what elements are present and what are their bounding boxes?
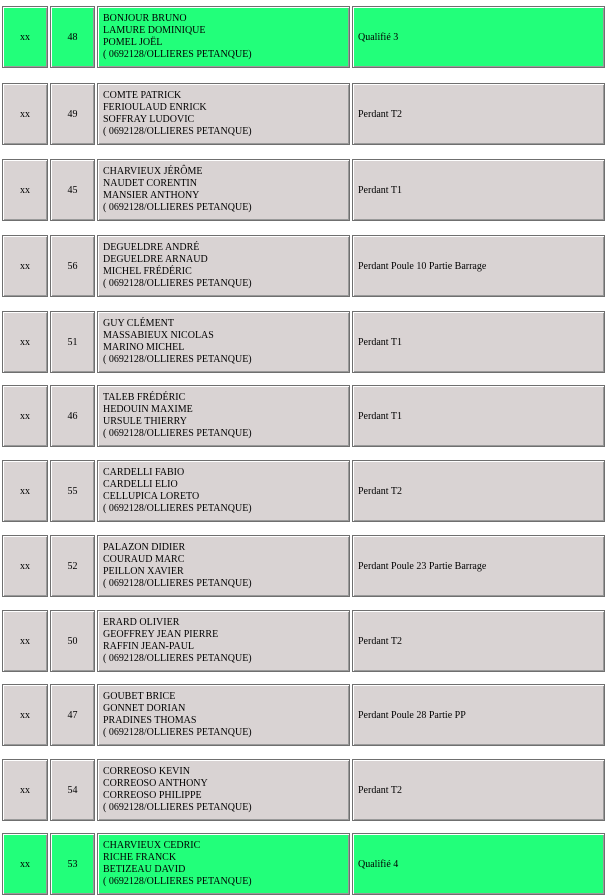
team-players-cell bbox=[97, 833, 350, 895]
result-cell: Perdant Poule 23 Partie Barrage bbox=[352, 535, 605, 597]
team-number-cell: 51 bbox=[50, 311, 95, 373]
player-name: POMEL JOËL bbox=[103, 37, 163, 48]
player-name: RAFFIN JEAN-PAUL bbox=[103, 641, 195, 652]
team-players-cell bbox=[97, 610, 350, 672]
team-row bbox=[2, 759, 605, 821]
row-label-cell: xx bbox=[2, 460, 48, 522]
team-row bbox=[2, 235, 605, 297]
club-info: ( 0692128/OLLIERES PETANQUE) bbox=[103, 278, 252, 289]
player-name: CORREOSO ANTHONY bbox=[103, 778, 208, 789]
team-players-cell bbox=[97, 385, 350, 447]
row-label-cell: xx bbox=[2, 759, 48, 821]
player-name: CHARVIEUX CEDRIC bbox=[103, 840, 201, 851]
row-label-cell: xx bbox=[2, 385, 48, 447]
row-label-cell: xx bbox=[2, 83, 48, 145]
player-name: MARINO MICHEL bbox=[103, 342, 185, 353]
player-name: MANSIER ANTHONY bbox=[103, 190, 200, 201]
row-label-cell: xx bbox=[2, 535, 48, 597]
player-name: FERIOULAUD ENRICK bbox=[103, 102, 207, 113]
player-name: MICHEL FRÉDÉRIC bbox=[103, 266, 192, 277]
club-info: ( 0692128/OLLIERES PETANQUE) bbox=[103, 126, 252, 137]
team-row bbox=[2, 460, 605, 522]
row-label-cell: xx bbox=[2, 833, 48, 895]
club-info: ( 0692128/OLLIERES PETANQUE) bbox=[103, 503, 252, 514]
player-name: RICHE FRANCK bbox=[103, 852, 177, 863]
team-row bbox=[2, 833, 605, 895]
player-name: CORREOSO PHILIPPE bbox=[103, 790, 202, 801]
result-cell: Perdant T2 bbox=[352, 460, 605, 522]
result-cell: Perdant Poule 10 Partie Barrage bbox=[352, 235, 605, 297]
result-cell: Qualifié 3 bbox=[352, 6, 605, 68]
player-name: GOUBET BRICE bbox=[103, 691, 176, 702]
player-name: SOFFRAY LUDOVIC bbox=[103, 114, 195, 125]
club-info: ( 0692128/OLLIERES PETANQUE) bbox=[103, 578, 252, 589]
team-number-cell: 49 bbox=[50, 83, 95, 145]
team-row bbox=[2, 6, 605, 68]
club-info: ( 0692128/OLLIERES PETANQUE) bbox=[103, 354, 252, 365]
player-name: GONNET DORIAN bbox=[103, 703, 186, 714]
row-label-cell: xx bbox=[2, 684, 48, 746]
team-row bbox=[2, 684, 605, 746]
club-info: ( 0692128/OLLIERES PETANQUE) bbox=[103, 876, 252, 887]
player-name: BETIZEAU DAVID bbox=[103, 864, 186, 875]
player-name: CHARVIEUX JÉRÔME bbox=[103, 166, 203, 177]
team-row bbox=[2, 385, 605, 447]
team-number-cell: 52 bbox=[50, 535, 95, 597]
team-players-cell bbox=[97, 535, 350, 597]
team-players-cell bbox=[97, 311, 350, 373]
club-info: ( 0692128/OLLIERES PETANQUE) bbox=[103, 727, 252, 738]
club-info: ( 0692128/OLLIERES PETANQUE) bbox=[103, 802, 252, 813]
team-number-cell: 55 bbox=[50, 460, 95, 522]
team-number-cell: 47 bbox=[50, 684, 95, 746]
team-players-cell bbox=[97, 235, 350, 297]
team-row bbox=[2, 83, 605, 145]
row-label-cell: xx bbox=[2, 610, 48, 672]
player-name: TALEB FRÉDÉRIC bbox=[103, 392, 186, 403]
result-cell: Perdant T1 bbox=[352, 385, 605, 447]
result-cell: Perdant T1 bbox=[352, 159, 605, 221]
row-label-cell: xx bbox=[2, 235, 48, 297]
team-number-cell: 50 bbox=[50, 610, 95, 672]
player-name: NAUDET CORENTIN bbox=[103, 178, 197, 189]
player-name: PALAZON DIDIER bbox=[103, 542, 186, 553]
team-players-cell bbox=[97, 684, 350, 746]
player-name: DEGUELDRE ARNAUD bbox=[103, 254, 208, 265]
team-number-cell: 48 bbox=[50, 6, 95, 68]
player-name: URSULE THIERRY bbox=[103, 416, 187, 427]
team-players-cell bbox=[97, 6, 350, 68]
team-players-cell bbox=[97, 759, 350, 821]
result-cell: Qualifié 4 bbox=[352, 833, 605, 895]
player-name: PRADINES THOMAS bbox=[103, 715, 197, 726]
result-cell: Perdant T2 bbox=[352, 83, 605, 145]
team-row bbox=[2, 311, 605, 373]
player-name: COURAUD MARC bbox=[103, 554, 185, 565]
player-name: LAMURE DOMINIQUE bbox=[103, 25, 206, 36]
player-name: COMTE PATRICK bbox=[103, 90, 182, 101]
team-players-cell bbox=[97, 159, 350, 221]
player-name: CORREOSO KEVIN bbox=[103, 766, 190, 777]
club-info: ( 0692128/OLLIERES PETANQUE) bbox=[103, 428, 252, 439]
player-name: GEOFFREY JEAN PIERRE bbox=[103, 629, 219, 640]
team-row bbox=[2, 159, 605, 221]
team-number-cell: 45 bbox=[50, 159, 95, 221]
club-info: ( 0692128/OLLIERES PETANQUE) bbox=[103, 49, 252, 60]
row-label-cell: xx bbox=[2, 159, 48, 221]
player-name: GUY CLÉMENT bbox=[103, 318, 175, 329]
team-players-cell bbox=[97, 460, 350, 522]
team-number-cell: 54 bbox=[50, 759, 95, 821]
club-info: ( 0692128/OLLIERES PETANQUE) bbox=[103, 653, 252, 664]
player-name: ERARD OLIVIER bbox=[103, 617, 180, 628]
row-label-cell: xx bbox=[2, 6, 48, 68]
result-cell: Perdant Poule 28 Partie PP bbox=[352, 684, 605, 746]
team-players-cell bbox=[97, 83, 350, 145]
player-name: DEGUELDRE ANDRÉ bbox=[103, 242, 200, 253]
team-row bbox=[2, 610, 605, 672]
result-cell: Perdant T2 bbox=[352, 610, 605, 672]
player-name: MASSABIEUX NICOLAS bbox=[103, 330, 214, 341]
team-number-cell: 53 bbox=[50, 833, 95, 895]
player-name: BONJOUR BRUNO bbox=[103, 13, 187, 24]
player-name: PEILLON XAVIER bbox=[103, 566, 184, 577]
player-name: CELLUPICA LORETO bbox=[103, 491, 200, 502]
result-cell: Perdant T2 bbox=[352, 759, 605, 821]
club-info: ( 0692128/OLLIERES PETANQUE) bbox=[103, 202, 252, 213]
player-name: CARDELLI ELIO bbox=[103, 479, 178, 490]
player-name: HEDOUIN MAXIME bbox=[103, 404, 193, 415]
row-label-cell: xx bbox=[2, 311, 48, 373]
result-cell: Perdant T1 bbox=[352, 311, 605, 373]
player-name: CARDELLI FABIO bbox=[103, 467, 185, 478]
team-row bbox=[2, 535, 605, 597]
team-number-cell: 46 bbox=[50, 385, 95, 447]
team-number-cell: 56 bbox=[50, 235, 95, 297]
